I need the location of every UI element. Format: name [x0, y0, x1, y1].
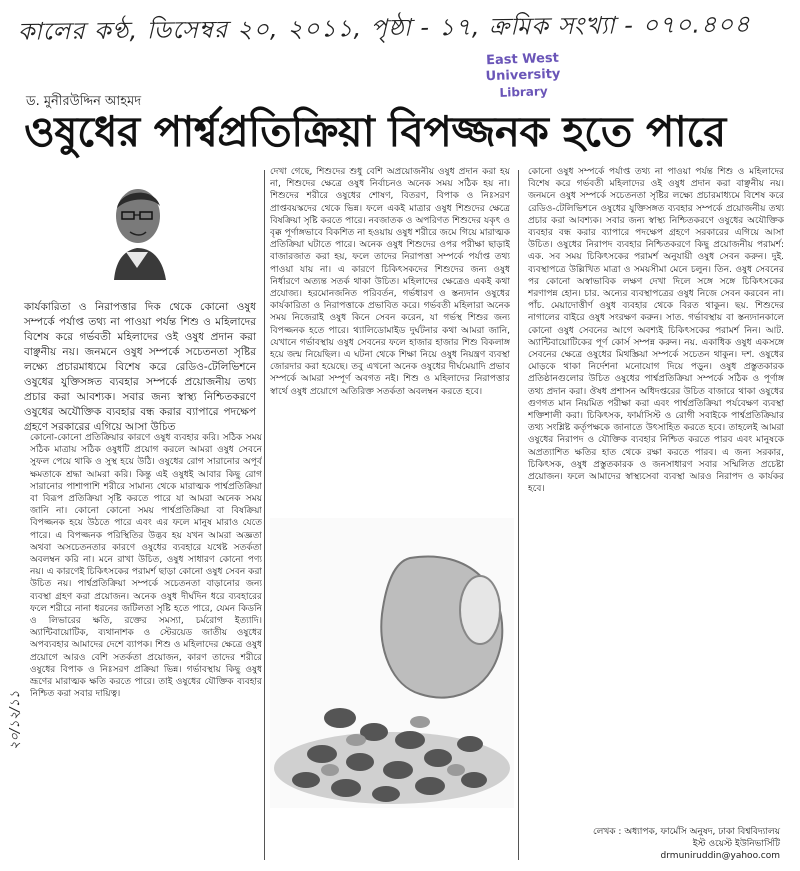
- intro-summary: কার্যকারিতা ও নিরাপত্তার দিক থেকে কোনো ওষুধ সম্পর্কে পর্যাপ্ত তথ্য না পাওয়া পর্যন্ত শিশু ও মহিলাদের বিশেষ করে গর্ভবতী মহিলাদের ওই ওষুধ প্রদান করা বাঞ্ছনীয় নয়। জনমনে ওষুধ সম্পর্কে সচেতনতা সৃষ্টির লক্ষ্যে প্রচারমাধ্যমে বিশেষ করে রেডিও-টেলিভিশনে ওষুধের যুক্তিসঙ্গত ব্যবহার সম্পর্কে প্রয়োজনীয় তথ্য প্রচার করা আবশ্যক। সবার জন্য স্বাস্থ্য নিশ্চিতকরণে ওষুধের অযৌক্তিক ব্যবহার বন্ধ করার ব্যাপারে পদক্ষেপ গ্রহণে সরকারের এগিয়ে আসা উচিত: [24, 301, 256, 433]
- byline-line1: লেখক : অধ্যাপক, ফার্মেসি অনুষদ, ঢাকা বিশ্ববিদ্যালয়: [593, 827, 780, 837]
- author-name: ড. মুনীরউদ্দিন আহমদ: [26, 94, 142, 109]
- pills-bottle-photo: [270, 518, 514, 808]
- stamp-line1: East West University: [485, 50, 561, 85]
- author-byline: [590, 826, 780, 866]
- column-divider: [264, 170, 265, 860]
- library-stamp: [447, 49, 599, 100]
- article-column-middle: দেখা গেছে, শিশুদের শুধু বেশি অপ্রয়োজনীয় ওষুধ প্রদান করা হয় না, শিশুদের ক্ষেত্রে ওষুধ নির্বাচনও অনেক সময় সঠিক হয় না। শিশুদের শরীরে ওষুধের শোষণ, বিতরণ, বিপাক ও নিঃসরণ প্রাপ্তবয়স্কদের থেকে ভিন্ন। ফলে একই মাত্রার ওষুধ শিশুদের ক্ষেত্রে বিষক্রিয়া সৃষ্টি করতে পারে। নবজাতক ও অপরিণত শিশুদের যকৃৎ ও বৃক্ক পূর্ণাঙ্গভাবে বিকশিত না হওয়ায় ওষুধ শরীরে জমে গিয়ে মারাত্মক প্রতিক্রিয়া ঘটাতে পারে। অনেক ওষুধ শিশুদের ওপর পরীক্ষা ছাড়াই বাজারজাত করা হয়, ফলে তাদের নিরাপত্তা সম্পর্কে পর্যাপ্ত তথ্য পাওয়া যায় না। এ কারণে চিকিৎসকদের শিশুদের জন্য ওষুধ নির্ধারণে অত্যন্ত সতর্ক থাকা উচিত। মহিলাদের ক্ষেত্রেও একই কথা প্রযোজ্য। হরমোনজনিত পরিবর্তন, গর্ভধারণ ও স্তন্যদান ওষুধের কার্যকারিতা ও নিরাপত্তাকে প্রভাবিত করে। গর্ভবতী মহিলারা অনেক সময় নিজেরাই ওষুধ কিনে সেবন করেন, যা গর্ভস্থ শিশুর জন্য বিপজ্জনক হতে পারে। থ্যালিডোমাইড দুর্ঘটনার কথা আমরা জানি, যেখানে গর্ভাবস্থায় ওষুধ সেবনের ফলে হাজার হাজার শিশু বিকলাঙ্গ হয়ে জন্ম নিয়েছিল। এ ঘটনা থেকে শিক্ষা নিয়ে ওষুধ নিয়ন্ত্রণ ব্যবস্থা জোরদার করা হয়েছে। তবু এখনো অনেক ওষুধের দীর্ঘমেয়াদি প্রভাব সম্পর্কে আমরা সম্পূর্ণ অবগত নই। শিশু ও মহিলাদের নিরাপত্তার স্বার্থে ওষুধ প্রয়োগে অতিরিক্ত সতর্কতা অবলম্বন করতে হবে।: [270, 167, 510, 397]
- handwritten-margin-note: ২০/১২/১১: [8, 690, 23, 750]
- article-column-right: কোনো ওষুধ সম্পর্কে পর্যাপ্ত তথ্য না পাওয়া পর্যন্ত শিশু ও মহিলাদের বিশেষ করে গর্ভবতী মহিলাদের ওই ওষুধ প্রদান করা বাঞ্ছনীয় নয়। জনমনে ওষুধ সম্পর্কে সচেতনতা সৃষ্টির লক্ষ্যে প্রচারমাধ্যমে বিশেষ করে রেডিও-টেলিভিশনে ওষুধের যুক্তিসঙ্গত ব্যবহার সম্পর্কে প্রয়োজনীয় তথ্য প্রচার করা আবশ্যক। সবার জন্য স্বাস্থ্য নিশ্চিতকরণে ওষুধের অযৌক্তিক ব্যবহার বন্ধ করার ব্যাপারে পদক্ষেপ গ্রহণে সরকারের এগিয়ে আসা উচিত। ওষুধের নিরাপদ ব্যবহার নিশ্চিতকরণে কিছু প্রয়োজনীয় পরামর্শ: এক. সব সময় চিকিৎসকের পরামর্শ অনুযায়ী ওষুধ সেবন করুন। দুই. ব্যবস্থাপত্রে উল্লিখিত মাত্রা ও সময়সীমা মেনে চলুন। তিন. ওষুধ সেবনের পর কোনো অস্বাভাবিক লক্ষণ দেখা দিলে সঙ্গে সঙ্গে চিকিৎসকের শরণাপন্ন হোন। চার. অন্যের ব্যবস্থাপত্রের ওষুধ নিজে সেবন করবেন না। পাঁচ. মেয়াদোত্তীর্ণ ওষুধ ব্যবহার থেকে বিরত থাকুন। ছয়. শিশুদের নাগালের বাইরে ওষুধ সংরক্ষণ করুন। সাত. গর্ভাবস্থায় বা স্তন্যদানকালে কোনো ওষুধ সেবনের আগে অবশ্যই চিকিৎসকের পরামর্শ নিন। আট. অ্যান্টিবায়োটিকের পূর্ণ কোর্স সম্পন্ন করুন। নয়. একাধিক ওষুধ একসঙ্গে সেবনের ক্ষেত্রে ওষুধের মিথস্ক্রিয়া সম্পর্কে সচেতন থাকুন। দশ. ওষুধের মোড়কে থাকা নির্দেশনা মনোযোগ দিয়ে পড়ুন। ওষুধ প্রস্তুতকারক প্রতিষ্ঠানগুলোর উচিত ওষুধের পার্শ্বপ্রতিক্রিয়া সম্পর্কে সঠিক ও পূর্ণাঙ্গ তথ্য প্রদান করা। ঔষধ প্রশাসন অধিদপ্তরের উচিত বাজারে থাকা ওষুধের গুণগত মান নিয়মিত পরীক্ষা করা এবং পার্শ্বপ্রতিক্রিয়া পর্যবেক্ষণ ব্যবস্থা শক্তিশালী করা। চিকিৎসক, ফার্মাসিস্ট ও রোগী সবাইকে পার্শ্বপ্রতিক্রিয়ার তথ্য সংশ্লিষ্ট কর্তৃপক্ষকে জানাতে উৎসাহিত করতে হবে। তাহলেই আমরা ওষুধের নিরাপদ ও যৌক্তিক ব্যবহার নিশ্চিত করতে পারব এবং মানুষকে অপ্রত্যাশিত ক্ষতির হাত থেকে রক্ষা করতে পারব। এ জন্য সরকার, চিকিৎসক, ওষুধ প্রস্তুতকারক ও জনসাধারণ সবার সম্মিলিত প্রচেষ্টা প্রয়োজন। ফলে আমাদের স্বাস্থ্যসেবা ব্যবস্থা আরও নিরাপদ ও কার্যকর হবে।: [528, 167, 784, 495]
- author-portrait: [74, 172, 200, 280]
- author-email: drmuniruddin@yahoo.com: [660, 851, 780, 861]
- headline: ওষুধের পার্শ্বপ্রতিক্রিয়া বিপজ্জনক হতে পারে: [24, 107, 726, 156]
- article-column-left: কোনো-কোনো প্রতিক্রিয়ার কারণে ওষুধ ব্যবহার করি। সঠিক সময় সঠিক মাত্রায় সঠিক ওষুধটি প্রয়োগ করলে আমরা ওষুধ সেবনে সুফল পেয়ে থাকি ও সুস্থ হয়ে উঠি। ওষুধের রোগ সারানোর অপূর্ব ক্ষমতাকে শ্রদ্ধা আমরা করি। কিন্তু এই ওষুধই আবার কিছু রোগ সারানোর পাশাপাশি শরীরে সামান্য থেকে মারাত্মক পার্শ্বপ্রতিক্রিয়া বা বিরূপ প্রতিক্রিয়া সৃষ্টি করতে পারে যা আমরা অনেক সময় জানি না। কোনো কোনো সময় পার্শ্বপ্রতিক্রিয়া বা বিষক্রিয়া বিপজ্জনক হয়ে উঠতে পারে এবং এর ফলে মানুষ মারাও যেতে পারে। এ বিপজ্জনক পরিস্থিতির উদ্ভব হয় যখন আমরা অজ্ঞতা অথবা অসচেতনতার কারণে ওষুধের ব্যবহারে যথেষ্ট সতর্কতা অবলম্বন করি না। মনে রাখা উচিত, ওষুধ সাধারণ কোনো পণ্য নয়। এ কারণেই চিকিৎসকের পরামর্শ ছাড়া কোনো ওষুধ সেবন করা উচিত নয়। পার্শ্বপ্রতিক্রিয়া সম্পর্কে সচেতনতা বাড়ানোর জন্য ব্যবস্থা গ্রহণ করা প্রয়োজন। অনেক ওষুধ দীর্ঘদিন ধরে ব্যবহারের ফলে শরীরে নানা ধরনের জটিলতা সৃষ্টি হতে পারে, যেমন কিডনি ও লিভারের ক্ষতি, রক্তের সমস্যা, চর্মরোগ ইত্যাদি। অ্যান্টিবায়োটিক, ব্যথানাশক ও স্টেরয়েড জাতীয় ওষুধের অপব্যবহার আমাদের দেশে ব্যাপক। শিশু ও মহিলাদের ক্ষেত্রে ওষুধ প্রয়োগে আরও বেশি সতর্কতা প্রয়োজন, কারণ তাদের শরীরে ওষুধের বিপাক ও নিঃসরণ প্রক্রিয়া ভিন্ন। গর্ভাবস্থায় কিছু ওষুধ ভ্রূণের মারাত্মক ক্ষতি করতে পারে। তাই ওষুধের যৌক্তিক ব্যবহার নিশ্চিত করা সবার দায়িত্ব।: [30, 433, 262, 700]
- column-divider: [518, 170, 519, 860]
- handwritten-header: কালের কণ্ঠ, ডিসেম্বর ২০, ২০১১, পৃষ্ঠা - ১৭, ক্রমিক সংখ্যা - ০৭০.৪০৪: [17, 9, 751, 46]
- stamp-line2: Library: [499, 84, 548, 100]
- byline-line2: ইস্ট ওয়েস্ট ইউনিভার্সিটি: [692, 839, 780, 849]
